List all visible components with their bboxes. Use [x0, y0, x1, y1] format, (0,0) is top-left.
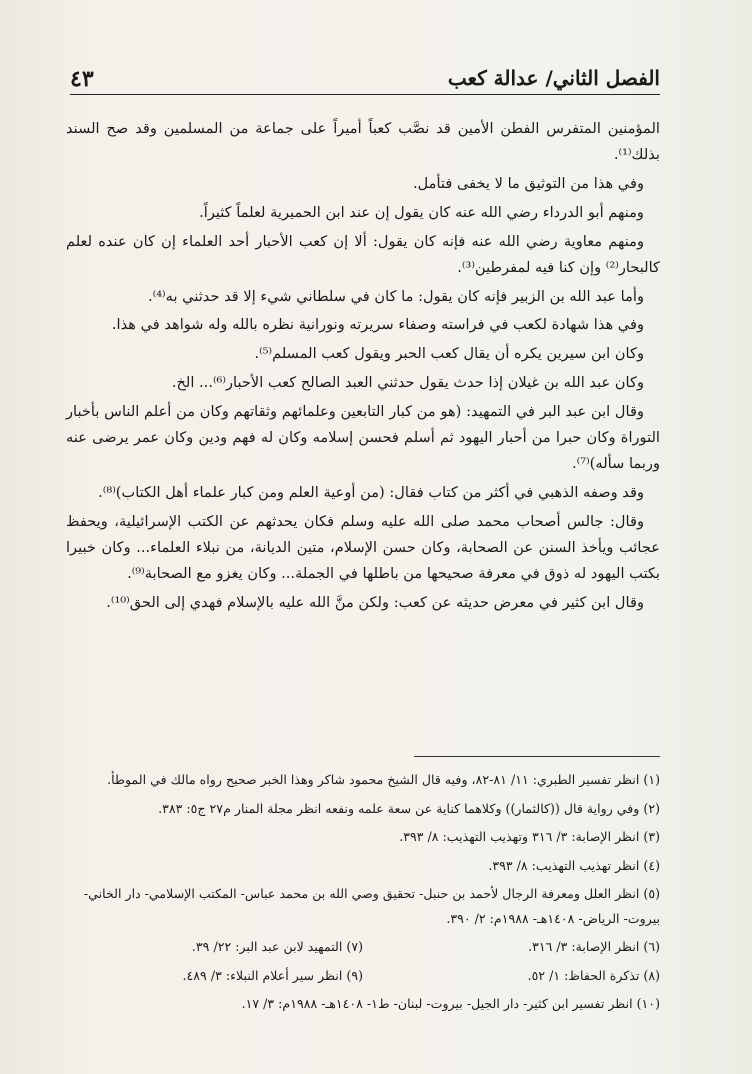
footnote-separator: [414, 756, 660, 757]
chapter-title: الفصل الثاني/ عدالة كعب: [447, 66, 660, 90]
paragraph: وقد وصفه الذهبي في أكثر من كتاب فقال: (من أوعية العلم ومن كبار علماء أهل الكتاب)⁽⁸⁾.: [98, 483, 644, 501]
main-text: [66, 116, 660, 619]
footnote: (١٠) انظر تفسير ابن كثير- دار الجيل- بيروت- لبنان- ط١- ١٤٠٨هـ- ١٩٨٨م: ٣/ ١٧.: [241, 996, 660, 1012]
paragraph: ومنهم معاوية رضي الله عنه فإنه كان يقول: ألا إن كعب الأحبار أحد العلماء إن كان عنده لعلم كالبحار⁽²⁾ وإن كنا فيه لمفرطين⁽³⁾.: [66, 232, 660, 276]
footnote: (٦) انظر الإصابة: ٣/ ٣١٦.: [528, 939, 660, 955]
footnote: (١) انظر تفسير الطبري: ١١/ ٨١-٨٢، وفيه قال الشيخ محمود شاكر وهذا الخبر صحيح رواه مالك في الموطأ.: [107, 772, 660, 787]
paragraph: وقال ابن عبد البر في التمهيد: (هو من كبار التابعين وعلمائهم وثقاتهم وكان من أعلم الناس بأخبار التوراة وكان حبرا من أحبار اليهود ثم أسلم فحسن إسلامه وكان له فهم ودين وكان عمر يرضى عنه وربما سأله)⁽⁷⁾.: [66, 402, 660, 473]
running-header: [70, 60, 660, 95]
footnote: (٣) انظر الإصابة: ٣/ ٣١٦ وتهذيب التهذيب: ٨/ ٣٩٣.: [399, 829, 660, 845]
paragraph: وفي هذا شهادة لكعب في فراسته وصفاء سريرته ونورانية نظره بالله وله شواهد في هذا.: [111, 316, 644, 334]
paragraph: وكان ابن سيرين يكره أن يقال كعب الحبر ويقول كعب المسلم⁽⁵⁾.: [254, 345, 644, 363]
footnotes: [66, 768, 660, 1021]
footnote: (٧) التمهيد لابن عبد البر: ٢٢/ ٣٩.: [191, 939, 363, 955]
footnote-row: [66, 935, 660, 959]
paragraph: ومنهم أبو الدرداء رضي الله عنه كان يقول إن عند ابن الحميرية لعلماً كثيراً.: [199, 203, 644, 221]
paragraph: وكان عبد الله بن غيلان إذا حدث يقول حدثني العبد الصالح كعب الأحبار⁽⁶⁾... الخ.: [171, 373, 644, 391]
footnote: (٩) انظر سير أعلام النبلاء: ٣/ ٤٨٩.: [182, 967, 363, 983]
footnote: (٤) انظر تهذيب التهذيب: ٨/ ٣٩٣.: [488, 857, 660, 873]
footnote: (٢) وفي رواية قال ((كالثمار)) وكلاهما كناية عن سعة علمه ونفعه انظر مجلة المنار م٢٧ ج٥: ٣٨٣.: [158, 800, 660, 816]
page-number: ٤٣: [70, 66, 94, 92]
footnote: (٨) تذكرة الحفاظ: ١/ ٥٢.: [527, 967, 660, 983]
paragraph: وأما عبد الله بن الزبير فإنه كان يقول: ما كان في سلطاني شيء إلا قد حدثني به⁽⁴⁾.: [147, 287, 644, 305]
paragraph: وفي هذا من التوثيق ما لا يخفى فتأمل.: [412, 175, 644, 192]
footnote: (٥) انظر العلل ومعرفة الرجال لأحمد بن حنبل- تحقيق وصي الله بن محمد عباس- المكتب الإسلامي- دار الخاني- بيروت- الرياض- ١٤٠٨هـ- ١٩٨٨م: ٢/ ٣٩٠.: [83, 886, 660, 926]
paragraph: المؤمنين المتفرس الفطن الأمين قد نصَّب كعباً أميراً على جماعة من المسلمين وقد صح السند بذلك⁽¹⁾.: [66, 120, 660, 164]
footnote-row: [66, 964, 660, 988]
paragraph: وقال: جالس أصحاب محمد صلى الله عليه وسلم فكان يحدثهم عن الكتب الإسرائيلية، ويحفظ عجائب ويأخذ السنن عن الصحابة، وكان حسن الإسلام، متين الديانة، من نبلاء العلماء... وكان خبيرا بكتب اليهود له ذوق في معرفة صحيحها من باطلها في الجملة... وكان يغزو مع الصحابة⁽⁹⁾.: [66, 512, 660, 583]
paragraph: وقال ابن كثير في معرض حديثه عن كعب: ولكن منَّ الله عليه بالإسلام فهدي إلى الحق⁽¹⁰⁾.: [106, 593, 644, 611]
